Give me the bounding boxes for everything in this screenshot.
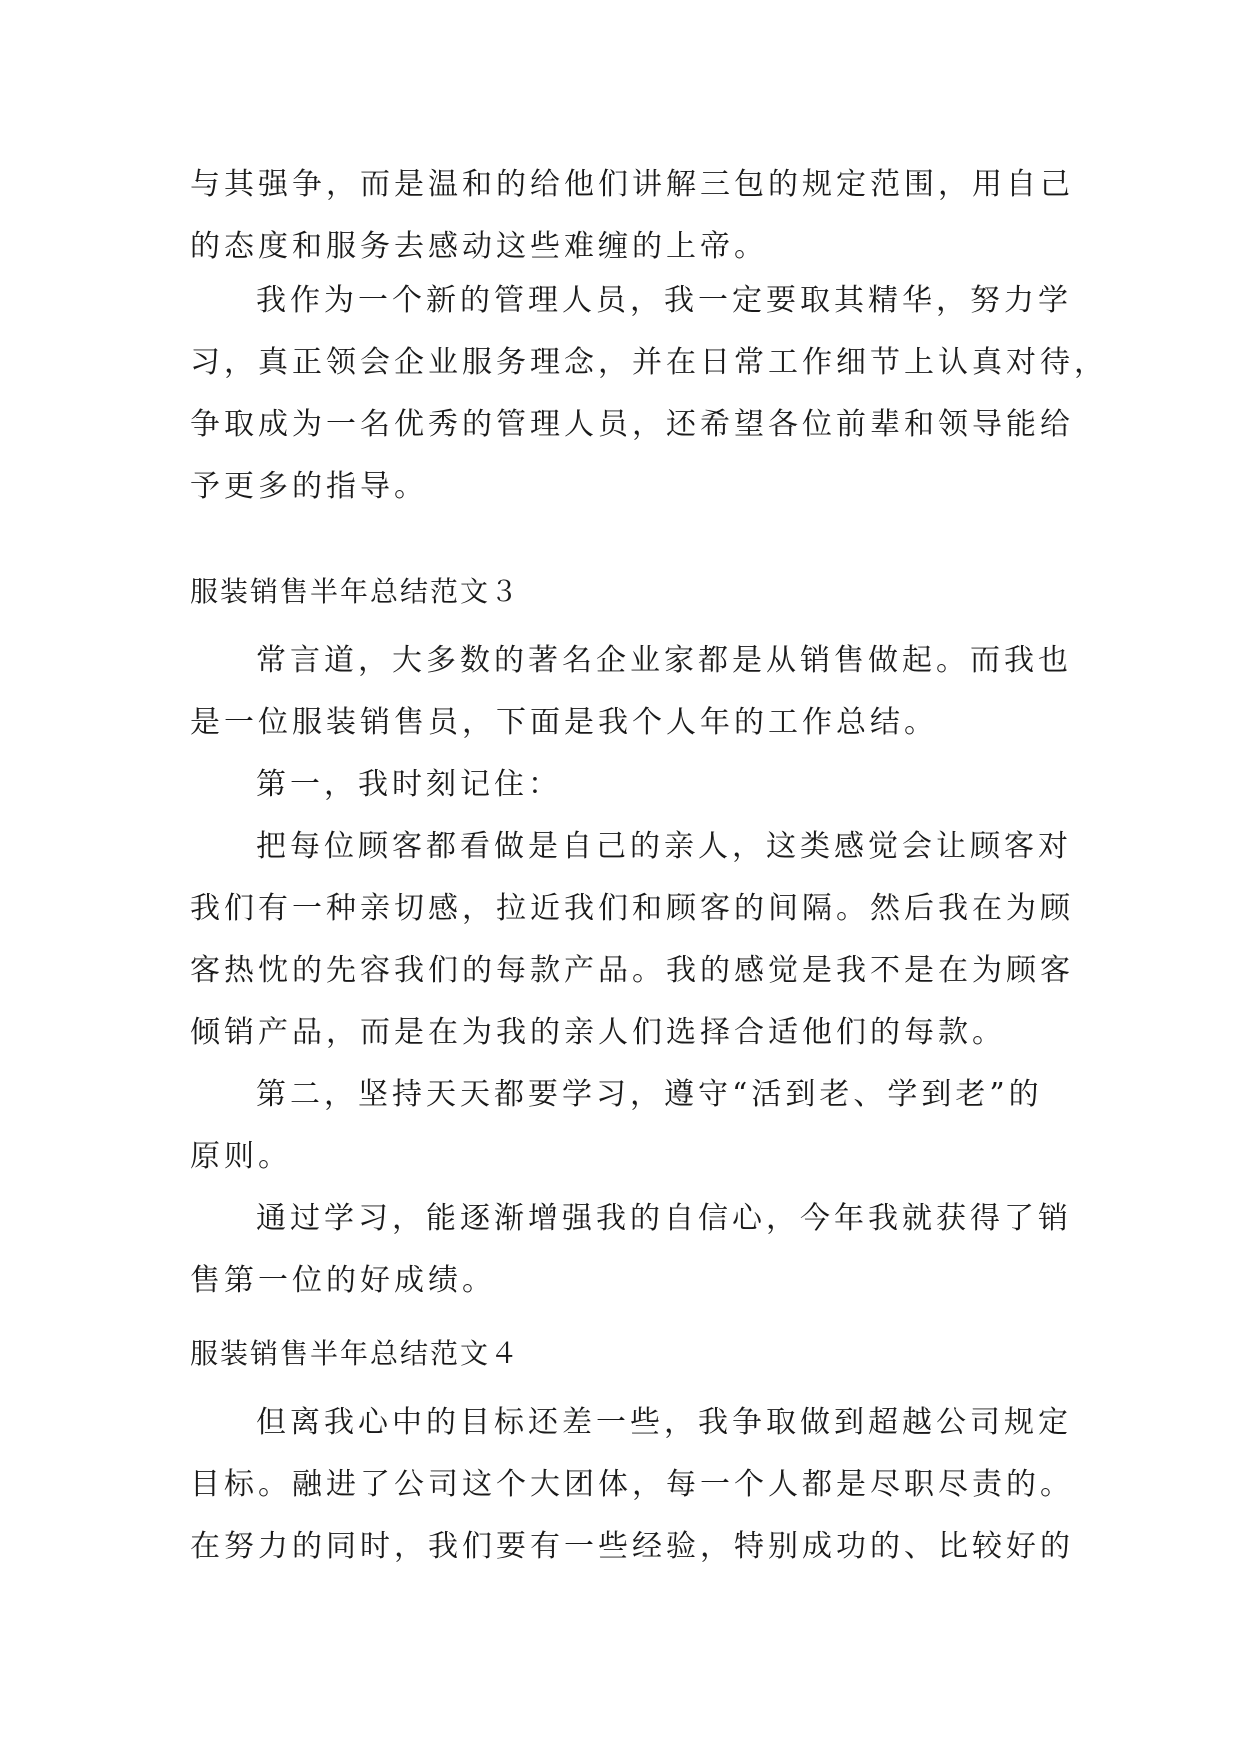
section-3-paragraph-2	[190, 754, 1060, 816]
section-3-heading: 服装销售半年总结范文３	[190, 575, 521, 608]
text-line: 但离我心中的目标还差一些，我争取做到超越公司规定	[256, 1405, 1072, 1440]
section-4-paragraph-1	[190, 1392, 1074, 1578]
text-line: 客热忱的先容我们的每款产品。我的感觉是我不是在为顾客	[190, 953, 1074, 988]
text-line: 习，真正领会企业服务理念，并在日常工作细节上认真对待，	[190, 345, 1108, 380]
section-3-paragraph-3	[190, 816, 1074, 1064]
text-line: 第一，我时刻记住：	[256, 767, 562, 802]
section-3-paragraph-5	[190, 1188, 1072, 1312]
section-4-heading: 服装销售半年总结范文４	[190, 1337, 521, 1370]
intro-paragraph	[190, 154, 1074, 278]
text-line: 争取成为一名优秀的管理人员，还希望各位前辈和领导能给	[190, 407, 1074, 442]
text-line: 目标。融进了公司这个大团体，每一个人都是尽职尽责的。	[190, 1467, 1074, 1502]
text-line: 常言道，大多数的著名企业家都是从销售做起。而我也	[256, 643, 1072, 678]
text-line: 我们有一种亲切感，拉近我们和顾客的间隔。然后我在为顾	[190, 891, 1074, 926]
text-line: 与其强争，而是温和的给他们讲解三包的规定范围，用自己	[190, 167, 1074, 202]
text-line: 我作为一个新的管理人员，我一定要取其精华，努力学	[256, 283, 1072, 318]
text-line: 在努力的同时，我们要有一些经验，特别成功的、比较好的	[190, 1529, 1074, 1564]
text-line: 倾销产品，而是在为我的亲人们选择合适他们的每款。	[190, 1015, 1006, 1050]
text-line: 原则。	[190, 1139, 292, 1174]
manager-paragraph	[190, 270, 1108, 518]
text-line: 是一位服装销售员，下面是我个人年的工作总结。	[190, 705, 938, 740]
text-line: 的态度和服务去感动这些难缠的上帝。	[190, 229, 768, 264]
text-line: 第二，坚持天天都要学习，遵守“活到老、学到老”的	[256, 1077, 1043, 1112]
section-3-paragraph-1	[190, 630, 1072, 754]
text-line: 售第一位的好成绩。	[190, 1263, 496, 1298]
text-line: 予更多的指导。	[190, 469, 428, 504]
section-3-paragraph-4	[190, 1064, 1060, 1188]
text-line: 通过学习，能逐渐增强我的自信心，今年我就获得了销	[256, 1201, 1072, 1236]
text-line: 把每位顾客都看做是自己的亲人，这类感觉会让顾客对	[256, 829, 1072, 864]
